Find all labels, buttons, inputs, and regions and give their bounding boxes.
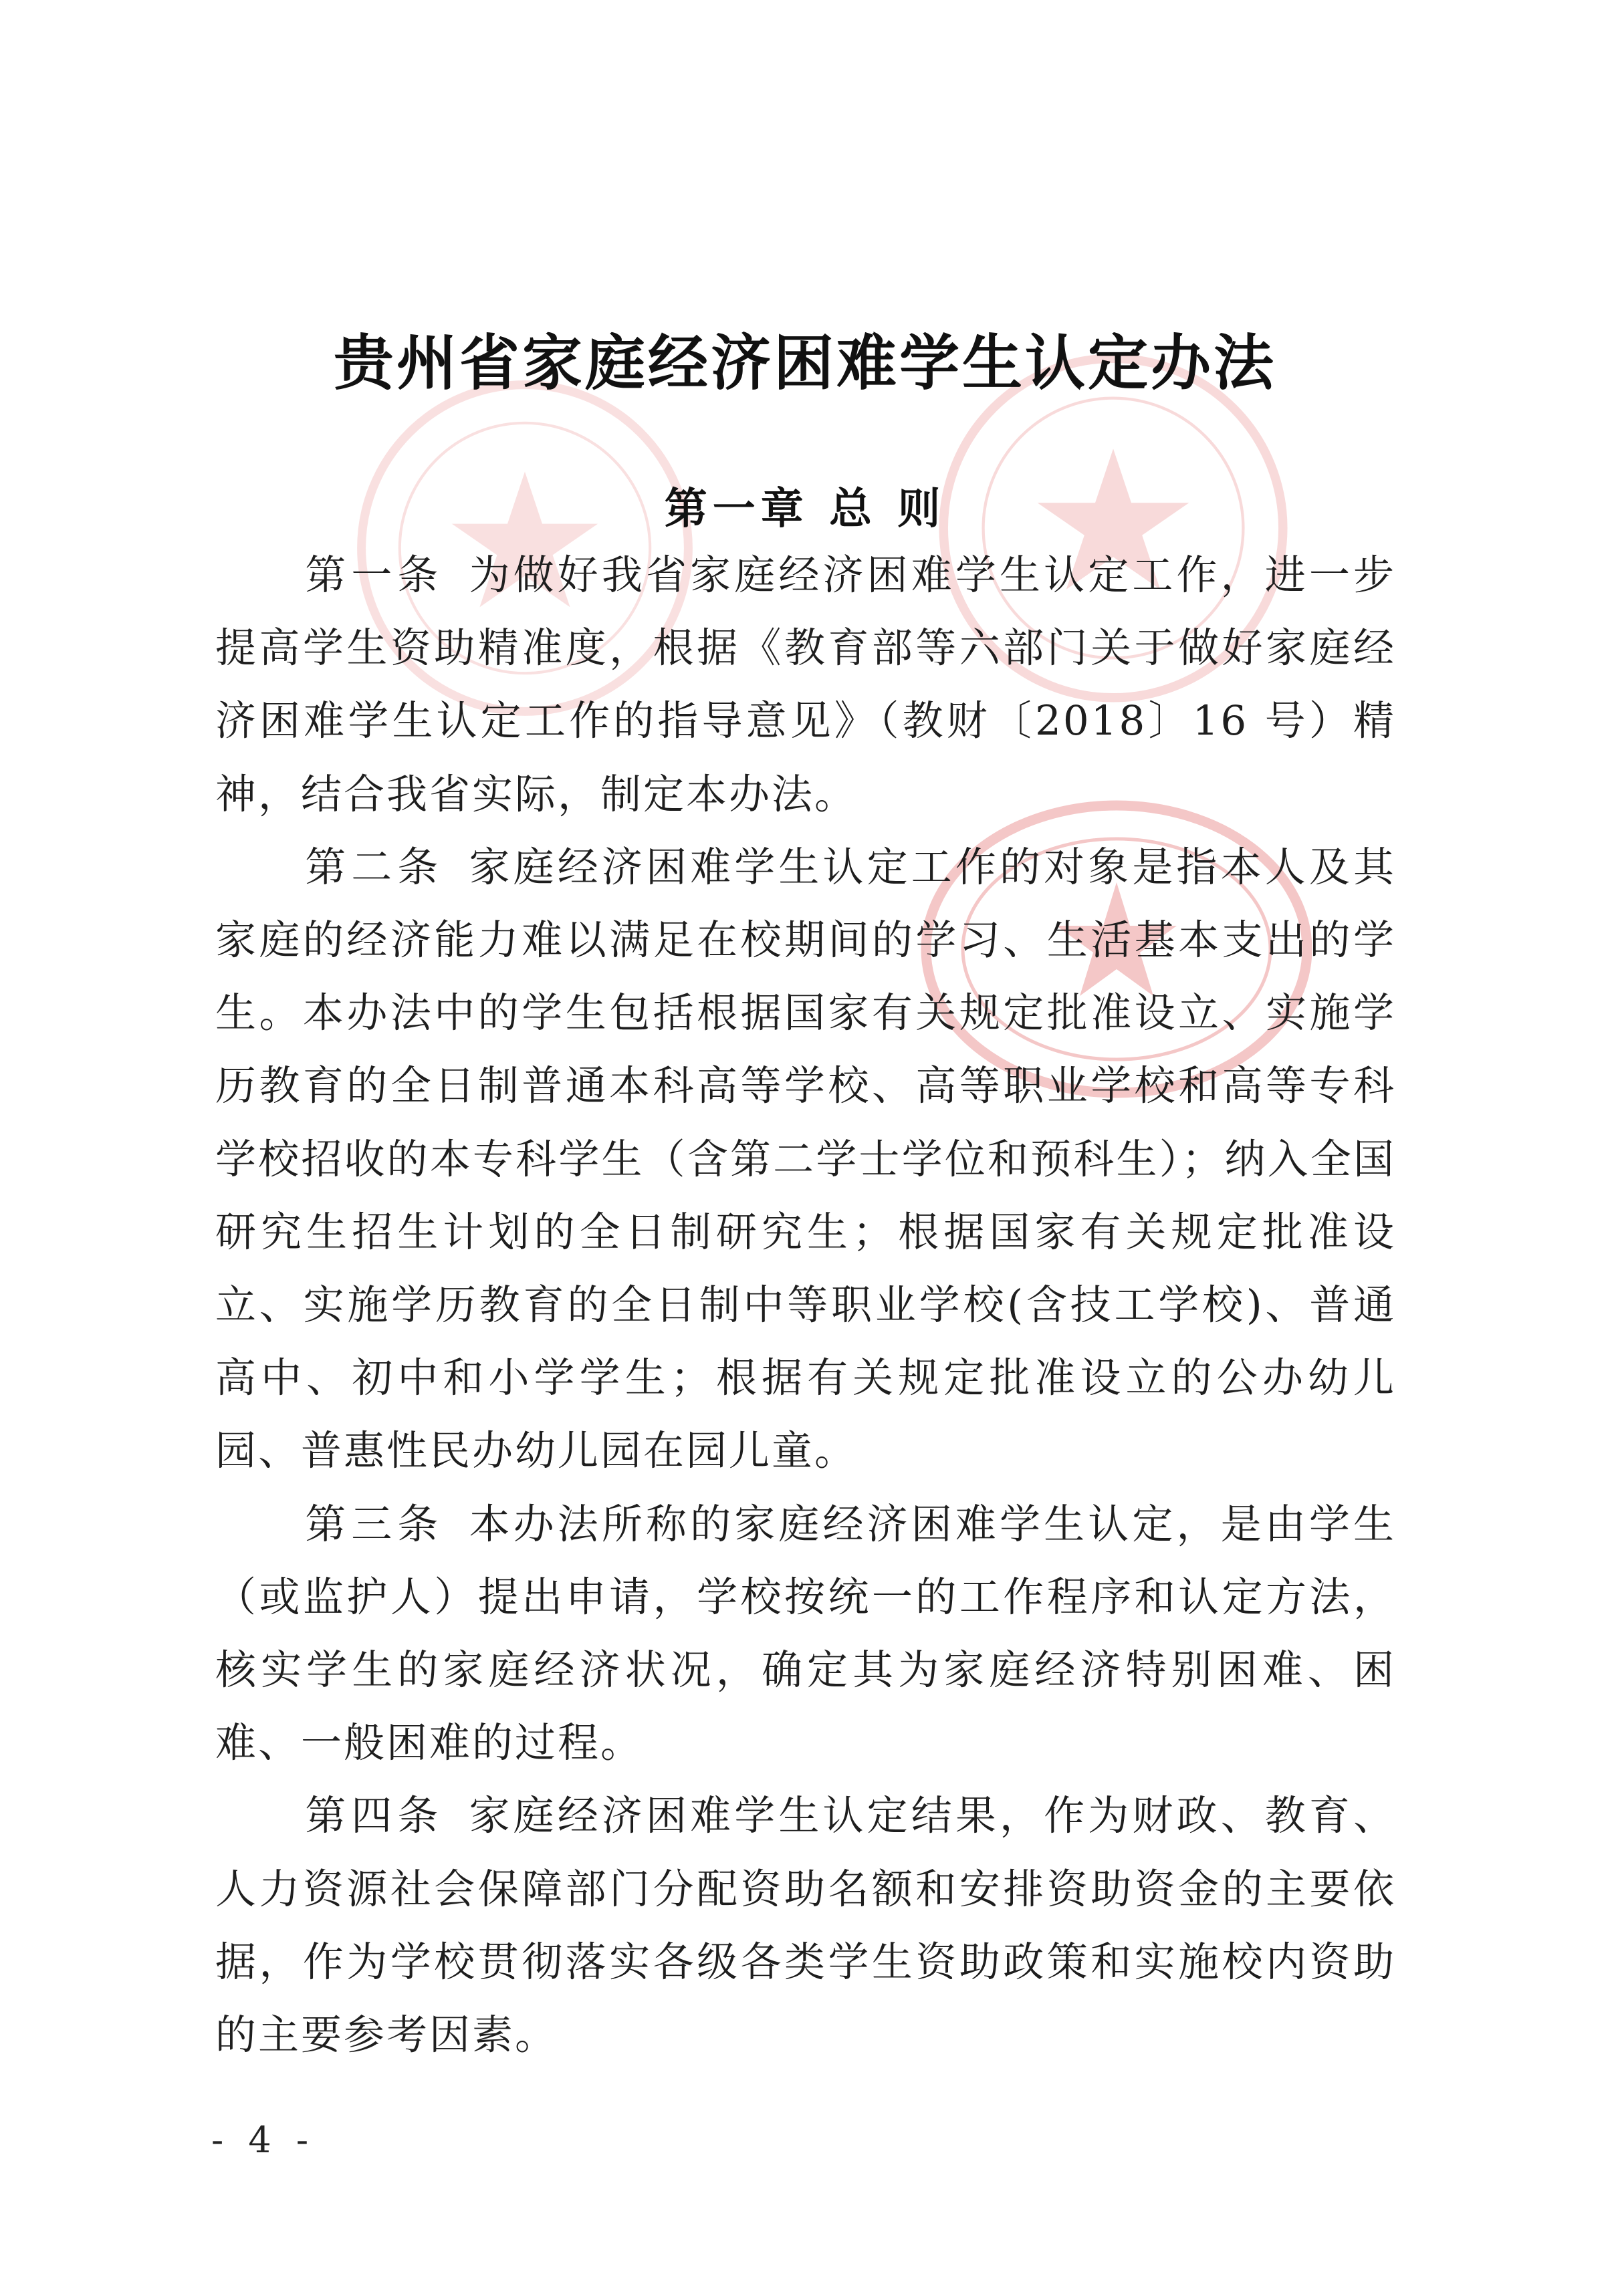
article-1 [215, 539, 1396, 831]
article-3 [215, 1488, 1396, 1780]
article-text: 家庭经济困难学生认定结果，作为财政、教育、人力资源社会保障部门分配资助名额和安排资助资金的主要依据，作为学校贯彻落实各级各类学生资助政策和实施校内资助的主要参考因素。 [215, 1792, 1396, 2059]
article-label: 第一条 [305, 551, 444, 599]
article-label: 第二条 [305, 843, 444, 891]
chapter-heading: 第一章 总 则 [664, 485, 946, 534]
document-body [215, 539, 1396, 2071]
article-text: 本办法所称的家庭经济困难学生认定，是由学生（或监护人）提出申请，学校按统一的工作程序和认定方法，核实学生的家庭经济状况，确定其为家庭经济特别困难、困难、一般困难的过程。 [215, 1500, 1396, 1767]
article-2 [215, 831, 1396, 1488]
document-title: 贵州省家庭经济困难学生认定办法 [334, 328, 1276, 398]
page-number: - 4 - [211, 2119, 316, 2161]
article-text: 家庭经济困难学生认定工作的对象是指本人及其家庭的经济能力难以满足在校期间的学习、生活基本支出的学生。本办法中的学生包括根据国家有关规定批准设立、实施学历教育的全日制普通本科高等学校、高等职业学校和高等专科学校招收的本专科学生（含第二学士学位和预科生）；纳入全国研究生招生计划的全日制研究生；根据国家有关规定批准设立、实施学历教育的全日制中等职业学校(含技工学校)、普通高中、初中和小学学生；根据有关规定批准设立的公办幼儿园、普惠性民办幼儿园在园儿童。 [215, 843, 1396, 1475]
article-text: 为做好我省家庭经济困难学生认定工作，进一步提高学生资助精准度，根据《教育部等六部门关于做好家庭经济困难学生认定工作的指导意见》（教财〔2018〕16 号）精神，结合我省实际，制定本办法。 [215, 551, 1396, 818]
article-4 [215, 1779, 1396, 2071]
article-label: 第四条 [305, 1792, 444, 1840]
article-label: 第三条 [305, 1500, 444, 1548]
